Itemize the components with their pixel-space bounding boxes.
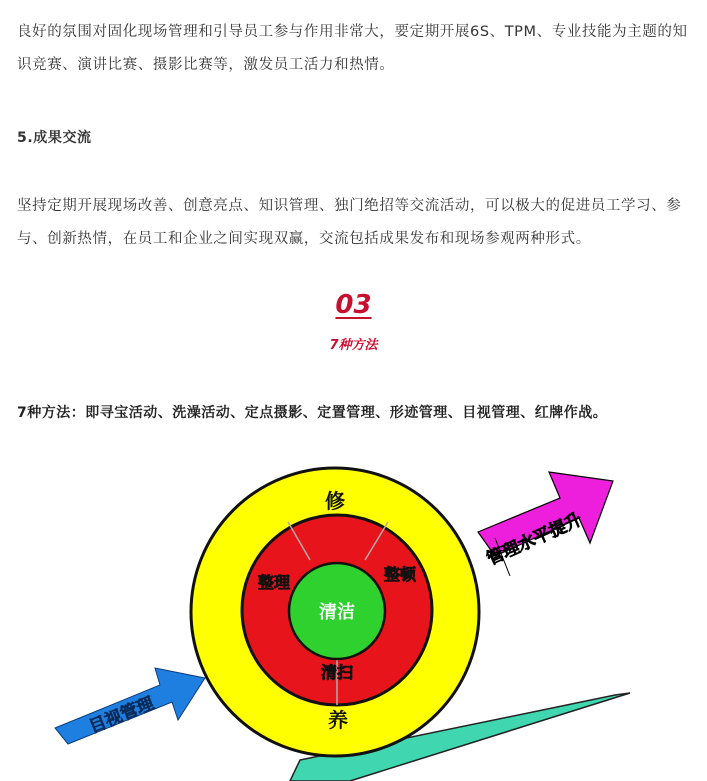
methods-list: 7种方法：即寻宝活动、洗澡活动、定点摄影、定置管理、形迹管理、目视管理、红牌作战。 (17, 405, 608, 421)
section-number: 03 (335, 290, 372, 320)
outer-bottom-label: 养 (328, 708, 348, 732)
outer-top-label: 修 (325, 489, 345, 513)
arrow-left-label: 目视管理 (86, 693, 157, 738)
paragraph-exchange: 坚持定期开展现场改善、创意亮点、知识管理、独门绝招等交流活动，可以极大的促进员工学习、参与、创新热情，在员工和企业之间实现双赢，交流包括成果发布和现场参观两种形式。 (17, 198, 682, 247)
paragraph-atmosphere: 良好的氛围对固化现场管理和引导员工参与作用非常大，要定期开展6S、TPM、专业技能为主题的知识竞赛、演讲比赛、摄影比赛等，激发员工活力和热情。 (17, 24, 688, 73)
arrow-right-management-improvement (478, 472, 613, 576)
arrow-left-visual-management (55, 668, 205, 744)
middle-bottom-label: 清扫 (320, 663, 354, 682)
section-heading-results-exchange: 5.成果交流 (17, 130, 92, 146)
arrow-right-label: 管理水平提升 (483, 509, 586, 570)
middle-left-label: 整理 (257, 573, 291, 592)
middle-right-label: 整顿 (383, 565, 417, 584)
six-s-diagram (0, 440, 707, 781)
center-label: 清洁 (319, 602, 355, 623)
section-title: 7种方法 (329, 338, 378, 353)
